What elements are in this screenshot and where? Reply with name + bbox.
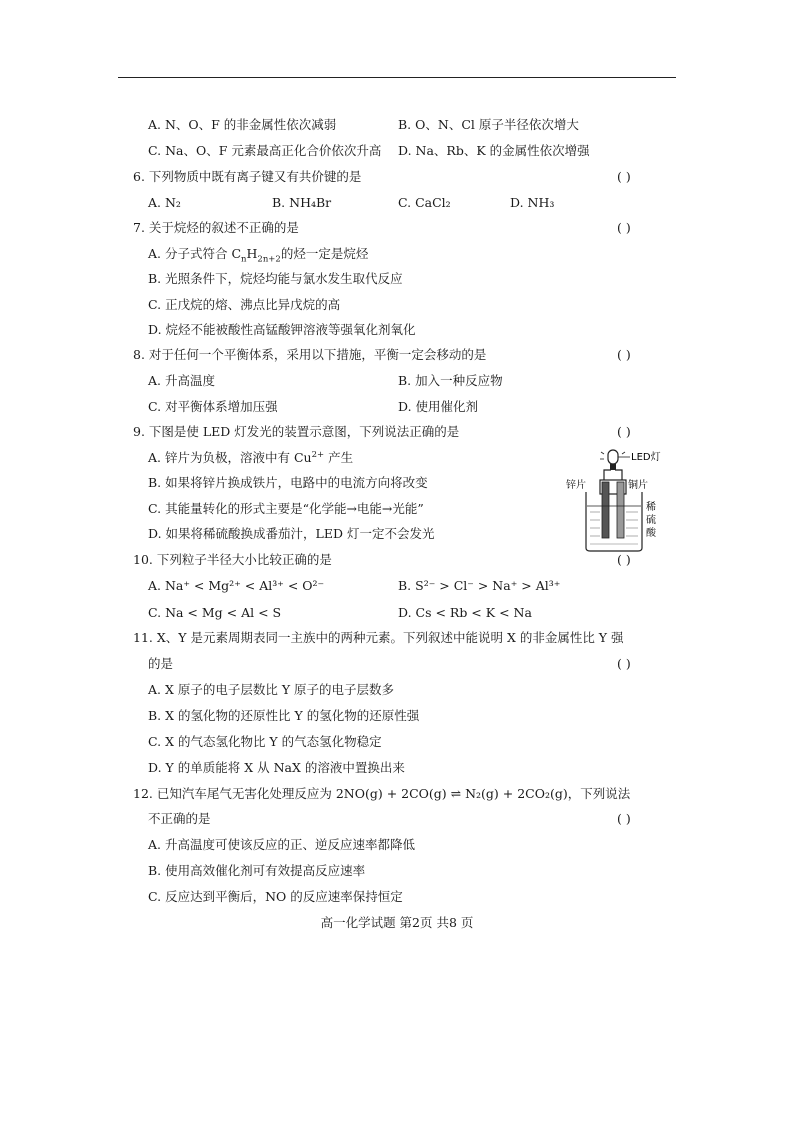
options-row: [0, 679, 794, 701]
question-11: [0, 627, 794, 649]
option-b: B. O、N、Cl 原子半径依次增大: [398, 117, 579, 132]
options-row: [0, 319, 794, 341]
options-row: [0, 523, 794, 545]
question-7: [0, 217, 794, 239]
question-text: 8. 对于任何一个平衡体系，采用以下措施，平衡一定会移动的是: [133, 347, 487, 362]
page-footer: 高一化学试题 第2页 共8 页: [320, 915, 474, 930]
option-c: C. 正戊烷的熔、沸点比异戊烷的高: [148, 297, 341, 312]
question-text: 12. 已知汽车尾气无害化处理反应为 2NO(g) + 2CO(g) ⇌ N₂(g) + 2CO₂(g)，下列说法: [133, 786, 631, 801]
option-c: C. Na < Mg < Al < S: [148, 605, 282, 620]
option-d: D. 烷烃不能被酸性高锰酸钾溶液等强氧化剂氧化: [148, 322, 416, 337]
question-text: 7. 关于烷烃的叙述不正确的是: [133, 220, 299, 235]
copper-label: 铜片: [628, 480, 648, 491]
subscript: n: [241, 254, 247, 265]
options-row: [0, 192, 794, 214]
option-c: C. X 的气态氢化物比 Y 的气态氢化物稳定: [148, 734, 382, 749]
led-label: LED灯: [631, 452, 661, 463]
option-a-suffix: 的烃一定是烷烃: [280, 246, 369, 261]
beaker: [586, 492, 642, 551]
option-b: B. NH₄Br: [272, 195, 332, 210]
option-d: D. 使用催化剂: [398, 399, 479, 414]
question-12: [0, 783, 794, 805]
question-6: [0, 166, 794, 188]
options-row: [0, 140, 794, 162]
options-row: [0, 886, 794, 908]
option-a: A. 升高温度: [148, 373, 215, 388]
option-c: C. 反应达到平衡后，NO 的反应速率保持恒定: [148, 889, 403, 904]
acid-label-2: 硫: [646, 515, 656, 526]
question-text: 11. X、Y 是元素周期表同一主族中的两种元素。下列叙述中能说明 X 的非金属性比 Y 强: [133, 630, 624, 645]
options-row: [0, 834, 794, 856]
option-c: C. Na、O、F 元素最高正化合价依次升高: [148, 143, 382, 158]
options-row: [0, 731, 794, 753]
option-a: A. N₂: [148, 195, 181, 210]
options-row: [0, 575, 794, 597]
led-bulb-icon: [608, 450, 618, 464]
question-9: [0, 421, 794, 443]
zinc-electrode: [602, 482, 609, 538]
question-text: 10. 下列粒子半径大小比较正确的是: [133, 552, 332, 567]
options-row: [0, 268, 794, 290]
answer-blank: ( ): [617, 811, 631, 826]
acid-label-1: 稀: [646, 502, 656, 513]
answer-blank: ( ): [617, 347, 631, 362]
option-a-prefix: A. 锌片为负极，溶液中有 Cu: [148, 450, 312, 465]
answer-blank: ( ): [617, 656, 631, 671]
answer-blank: ( ): [617, 552, 631, 567]
question-text: 6. 下列物质中既有离子键又有共价键的是: [133, 169, 362, 184]
question-text-cont: 不正确的是: [148, 811, 211, 826]
option-d: D. Cs < Rb < K < Na: [398, 605, 532, 620]
options-row: [0, 243, 794, 265]
options-row: [0, 370, 794, 392]
option-a: A. X 原子的电子层数比 Y 原子的电子层数多: [148, 682, 395, 697]
question-text-cont: 的是: [148, 656, 174, 671]
question-12-continued: [0, 808, 794, 830]
option-b: B. 使用高效催化剂可有效提高反应速率: [148, 863, 366, 878]
option-a: A. 升高温度可使该反应的正、逆反应速率都降低: [148, 837, 415, 852]
options-row: [0, 602, 794, 624]
acid-label-3: 酸: [646, 528, 656, 539]
option-a-prefix: A. 分子式符合 C: [148, 246, 242, 261]
option-a-suffix: 产生: [324, 450, 354, 465]
subscript: 2n+2: [257, 254, 281, 265]
option-c: C. 其能量转化的形式主要是“化学能→电能→光能”: [148, 501, 424, 516]
copper-electrode: [617, 482, 624, 538]
option-d: D. 如果将稀硫酸换成番茄汁，LED 灯一定不会发光: [148, 526, 435, 541]
option-b: B. 光照条件下，烷烃均能与氯水发生取代反应: [148, 271, 403, 286]
option-b: B. 加入一种反应物: [398, 373, 503, 388]
option-a: [148, 447, 353, 469]
options-row: [0, 114, 794, 136]
answer-blank: ( ): [617, 424, 631, 439]
question-text: 9. 下图是使 LED 灯发光的装置示意图，下列说法正确的是: [133, 424, 460, 439]
answer-blank: ( ): [617, 220, 631, 235]
options-row: [0, 447, 794, 469]
options-row: [0, 472, 794, 494]
answer-blank: ( ): [617, 169, 631, 184]
option-a: A. Na⁺ < Mg²⁺ < Al³⁺ < O²⁻: [148, 578, 325, 593]
question-11-continued: [0, 653, 794, 675]
zinc-label: 锌片: [566, 480, 586, 491]
option-d: D. Y 的单质能将 X 从 NaX 的溶液中置换出来: [148, 760, 405, 775]
option-b: B. 如果将锌片换成铁片，电路中的电流方向将改变: [148, 475, 428, 490]
options-row: [0, 396, 794, 418]
options-row: [0, 294, 794, 316]
option-a: A. N、O、F 的非金属性依次减弱: [148, 117, 337, 132]
superscript: 2+: [311, 449, 325, 460]
options-row: [0, 860, 794, 882]
option-b: B. S²⁻ > Cl⁻ > Na⁺ > Al³⁺: [398, 578, 561, 593]
question-10: [0, 549, 794, 571]
option-a-mid: H: [246, 246, 258, 261]
option-c: C. CaCl₂: [398, 195, 451, 210]
header-rule: [118, 77, 676, 78]
option-c: C. 对平衡体系增加压强: [148, 399, 278, 414]
options-row: [0, 705, 794, 727]
option-d: D. NH₃: [510, 195, 555, 210]
option-d: D. Na、Rb、K 的金属性依次增强: [398, 143, 590, 158]
options-row: [0, 757, 794, 779]
led-circuit-diagram: [560, 448, 670, 552]
option-a: [148, 243, 368, 265]
option-b: B. X 的氢化物的还原性比 Y 的氢化物的还原性强: [148, 708, 420, 723]
options-row: [0, 498, 794, 520]
question-8: [0, 344, 794, 366]
